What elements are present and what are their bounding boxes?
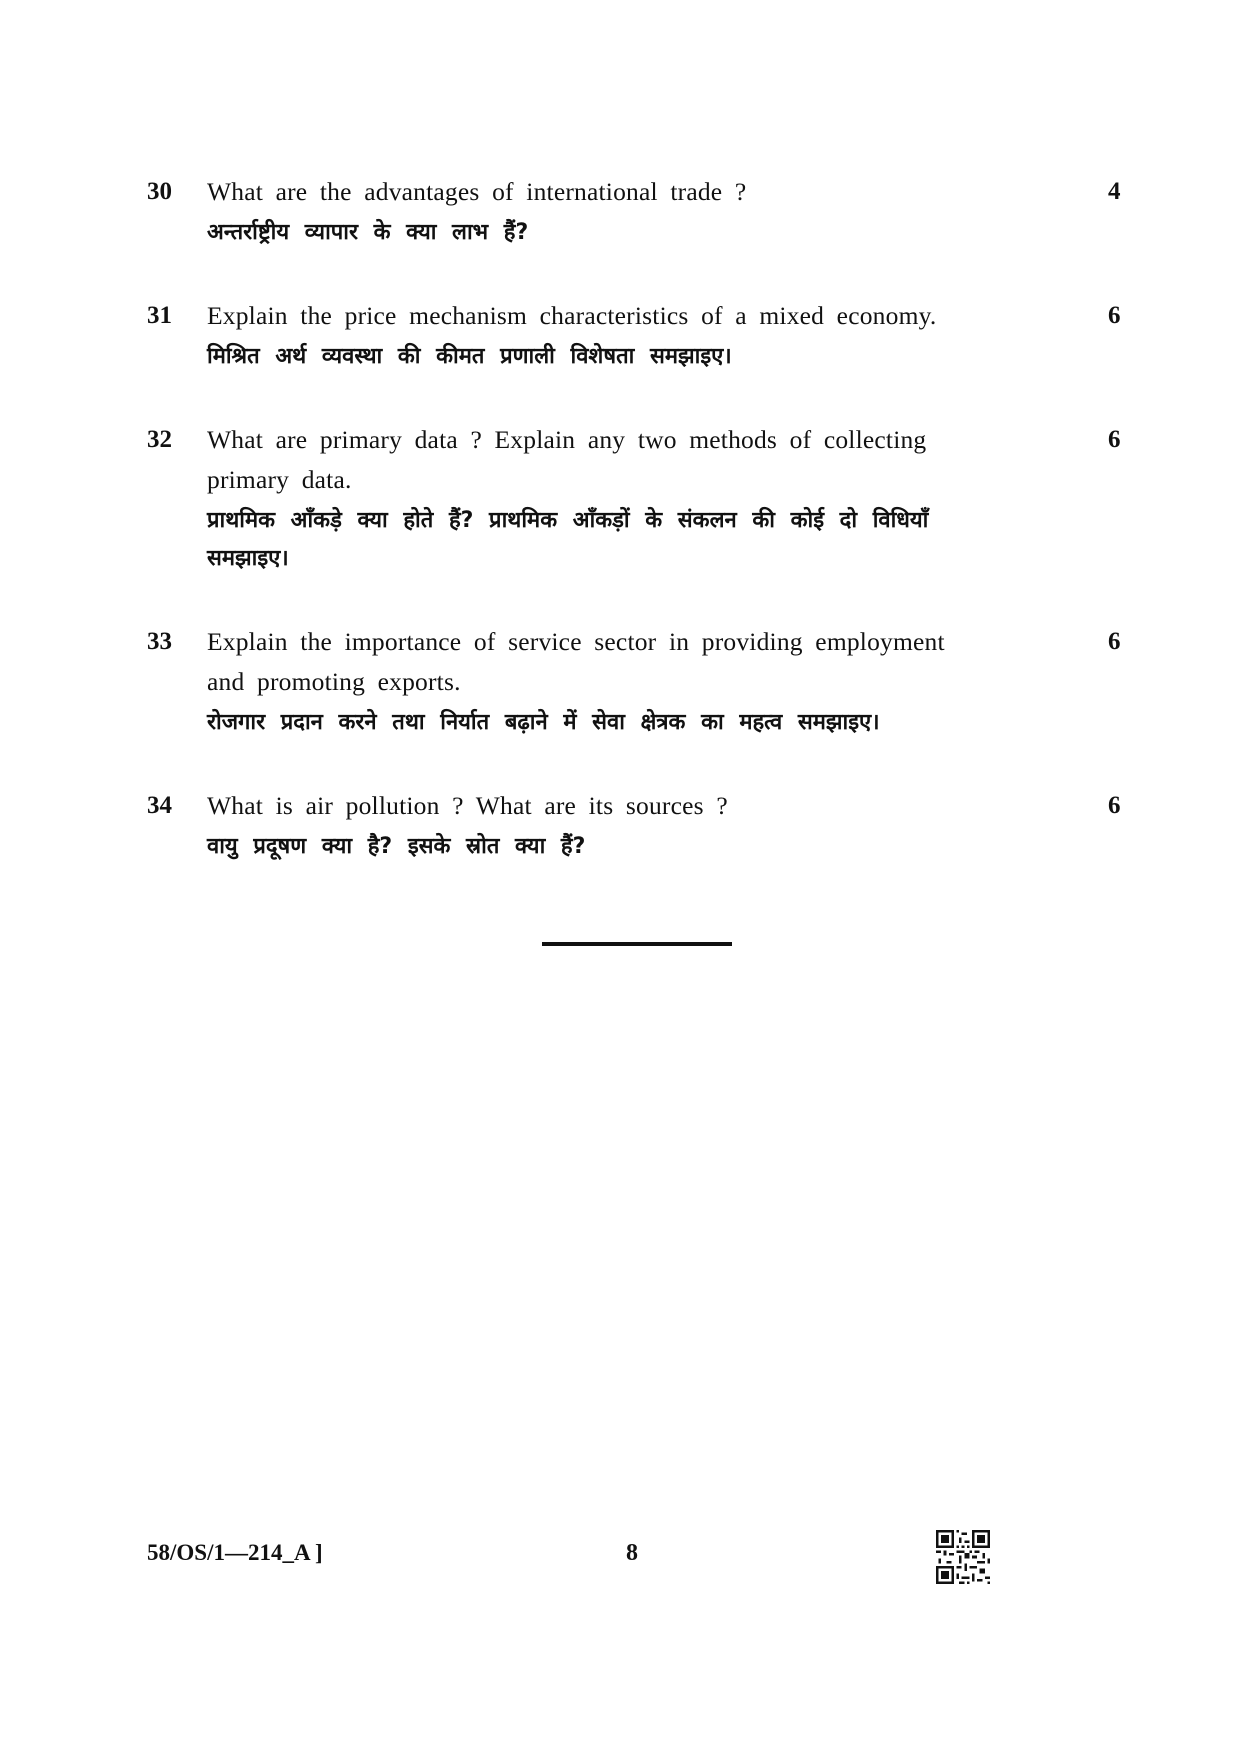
question-hindi: अन्तर्राष्ट्रीय व्यापार के क्या लाभ हैं? bbox=[207, 220, 529, 245]
question-number: 30 bbox=[147, 178, 172, 205]
question-text bbox=[207, 420, 987, 578]
question-number: 32 bbox=[147, 426, 172, 453]
page-number: 8 bbox=[626, 1540, 638, 1566]
question-number: 31 bbox=[147, 302, 172, 329]
question-english: What are the advantages of international trade ? bbox=[207, 177, 747, 206]
question-text bbox=[207, 296, 987, 376]
question-marks: 6 bbox=[1108, 302, 1121, 329]
question-marks: 6 bbox=[1108, 628, 1121, 655]
question-hindi: मिश्रित अर्थ व्यवस्था की कीमत प्रणाली विशेषता समझाइए। bbox=[207, 344, 732, 369]
question-english: Explain the price mechanism characteristics of a mixed economy. bbox=[207, 301, 937, 330]
question-english: Explain the importance of service sector in providing employment and promoting exports. bbox=[207, 627, 945, 696]
question-english: What is air pollution ? What are its sources ? bbox=[207, 791, 728, 820]
end-of-paper-rule bbox=[542, 942, 732, 946]
question-text bbox=[207, 172, 987, 252]
question-english: What are primary data ? Explain any two methods of collecting primary data. bbox=[207, 425, 927, 494]
question-number: 33 bbox=[147, 628, 172, 655]
qr-code-icon bbox=[936, 1530, 990, 1584]
question-text bbox=[207, 622, 987, 742]
question-hindi: वायु प्रदूषण क्या है? इसके स्रोत क्या हैं? bbox=[207, 834, 586, 859]
question-hindi: प्राथमिक आँकड़े क्या होते हैं? प्राथमिक आँकड़ों के संकलन की कोई दो विधियाँ समझाइए। bbox=[207, 508, 929, 571]
question-text bbox=[207, 786, 987, 866]
paper-code: 58/OS/1—214_A ] bbox=[147, 1540, 323, 1565]
question-number: 34 bbox=[147, 792, 172, 819]
question-marks: 4 bbox=[1108, 178, 1121, 205]
question-hindi: रोजगार प्रदान करने तथा निर्यात बढ़ाने में सेवा क्षेत्रक का महत्व समझाइए। bbox=[207, 710, 880, 735]
question-marks: 6 bbox=[1108, 792, 1121, 819]
question-marks: 6 bbox=[1108, 426, 1121, 453]
